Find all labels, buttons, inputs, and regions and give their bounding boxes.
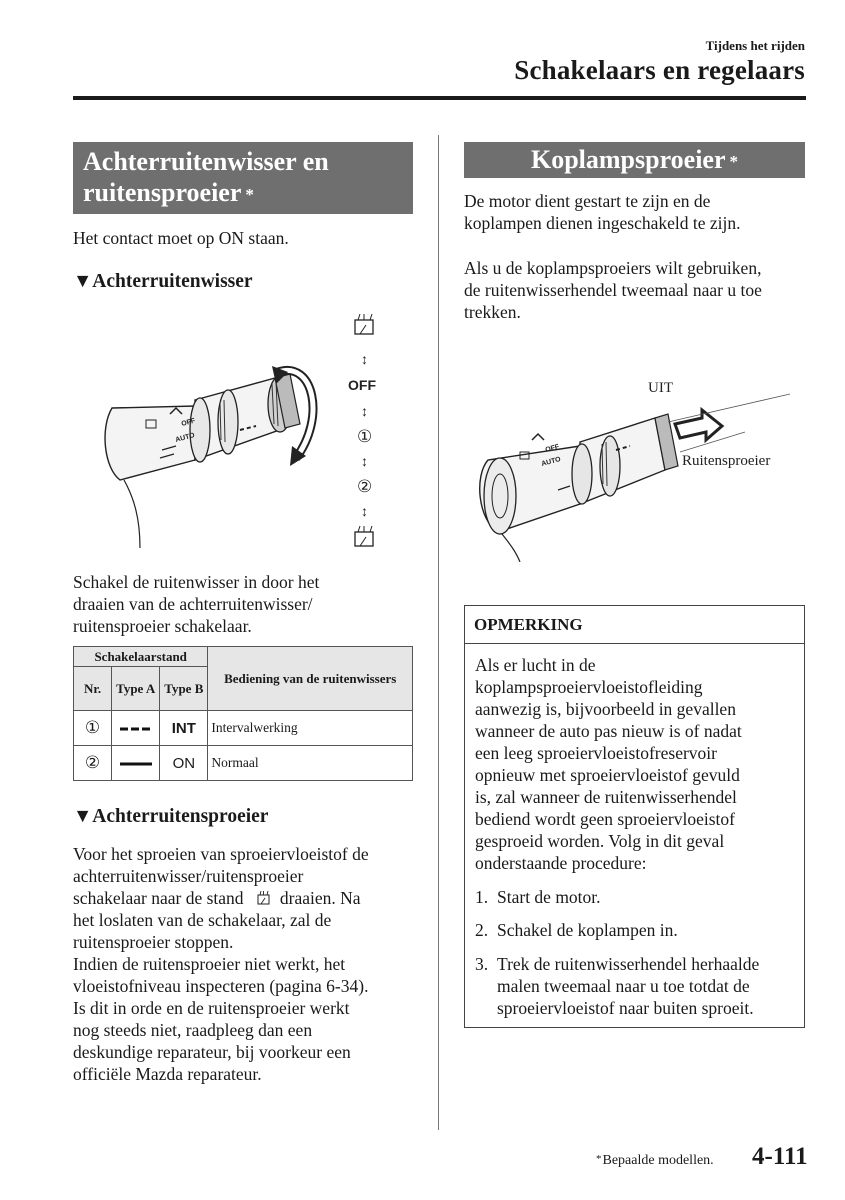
operation-value: Normaal [208, 746, 413, 781]
footnote: *Bepaalde modellen. [596, 1153, 714, 1168]
header-type-b: Type B [160, 667, 208, 711]
header-operation: Bediening van de ruitenwissers [208, 647, 413, 711]
lever-off-label: OFF [180, 417, 197, 428]
subheading-rear-wiper: ▼Achterruitenwisser [73, 271, 253, 292]
uit-label: UIT [648, 380, 673, 396]
star-mark: * [245, 185, 254, 204]
heading-headlamp-washer: Koplampsproeier * [464, 142, 805, 178]
page-number: 4-111 [752, 1143, 808, 1170]
updown-arrow-3: ↕ [361, 453, 368, 469]
header-switch-position: Schakelaarstand [74, 647, 208, 667]
header-nr: Nr. [74, 667, 112, 711]
type-b-value: ON [160, 746, 208, 781]
off-position-label: OFF [348, 377, 376, 393]
rear-washer-paragraph: Voor het sproeien van sproeiervloeistof de achterruitenwisser/ruitensproeier schakelaar naar de stand draaien. Na het loslaten van de schakelaar, zal de ruitensproeier stoppen. Indien de ruitensproeier niet werkt, het vloeistofniveau inspecteren (pagina 6-34). Is dit in orde en de ruitensproeier werkt nog steeds niet, raadpleeg dan een deskundige reparateur, bij voorkeur een officiële Mazda reparateur. [73, 844, 369, 1084]
switch-position-table [73, 646, 413, 781]
lever-auto-label: AUTO [540, 456, 562, 468]
operation-value: Intervalwerking [208, 711, 413, 746]
contact-text: Het contact moet op ON staan. [73, 228, 289, 248]
table-row [74, 746, 413, 781]
heading-rear-wiper [73, 142, 413, 214]
rear-wiper-paragraph: Schakel de ruitenwisser in door het draaien van de achterruitenwisser/ ruitensproeier schakelaar. [73, 572, 320, 636]
lever-auto-label: AUTO [174, 432, 196, 444]
column-divider [438, 135, 439, 1130]
row-number: ② [74, 746, 112, 781]
heading-line-2: ruitensproeier * [83, 178, 254, 207]
type-b-value: INT [160, 711, 208, 746]
updown-arrow-4: ↕ [361, 503, 368, 519]
table-row [74, 711, 413, 746]
note-body: Als er lucht in de koplampsproeiervloeistofleiding aanwezig is, bijvoorbeeld in gevallen wanneer de auto pas nieuw is of nadat een leeg sproeiervloeistofreservoir opnieuw met sproeiervloeistof gevuld is, zal wanneer de ruitenwisserhendel bediend wordt geen sproeiervloeistof gesproeid worden. Volg in dit geval onderstaande procedure: [475, 655, 742, 873]
headlamp-condition-text: De motor dient gestart te zijn en de koplampen dienen ingeschakeld te zijn. [464, 191, 741, 233]
updown-arrow-1: ↕ [361, 351, 368, 367]
rear-wiper-lever-illustration [100, 308, 400, 558]
ruitensproeier-label: Ruitensproeier [682, 453, 771, 469]
header-type-a: Type A [112, 667, 160, 711]
heading-line-1: Achterruitenwisser en [83, 147, 329, 176]
headlamp-usage-text: Als u de koplampsproeiers wilt gebruiken, de ruitenwisserhendel tweemaal naar u toe trekken. [464, 258, 762, 322]
headlamp-washer-lever-illustration [470, 372, 805, 562]
chapter-title: Schakelaars en regelaars [514, 55, 805, 85]
note-title: OPMERKING [465, 606, 804, 644]
solid-line-symbol [112, 746, 160, 781]
header-rule [73, 96, 806, 100]
subheading-rear-washer: ▼Achterruitensproeier [73, 806, 269, 827]
lever-off-label: OFF [544, 443, 561, 454]
list-item: 1. Start de motor. [475, 887, 601, 907]
row-number: ① [74, 711, 112, 746]
section-title: Tijdens het rijden [705, 38, 805, 53]
list-item: 3. Trek de ruitenwisserhendel herhaalde malen tweemaal naar u toe totdat de sproeiervloeistof naar buiten sproeit. [475, 954, 760, 1018]
dashed-line-symbol [112, 711, 160, 746]
position-1-label: ① [357, 427, 373, 446]
updown-arrow-2: ↕ [361, 403, 368, 419]
position-2-label: ② [357, 477, 373, 496]
note-box [464, 605, 805, 1028]
list-item: 2. Schakel de koplampen in. [475, 920, 678, 940]
washer-icon [254, 890, 274, 906]
star-mark: * [729, 152, 739, 171]
